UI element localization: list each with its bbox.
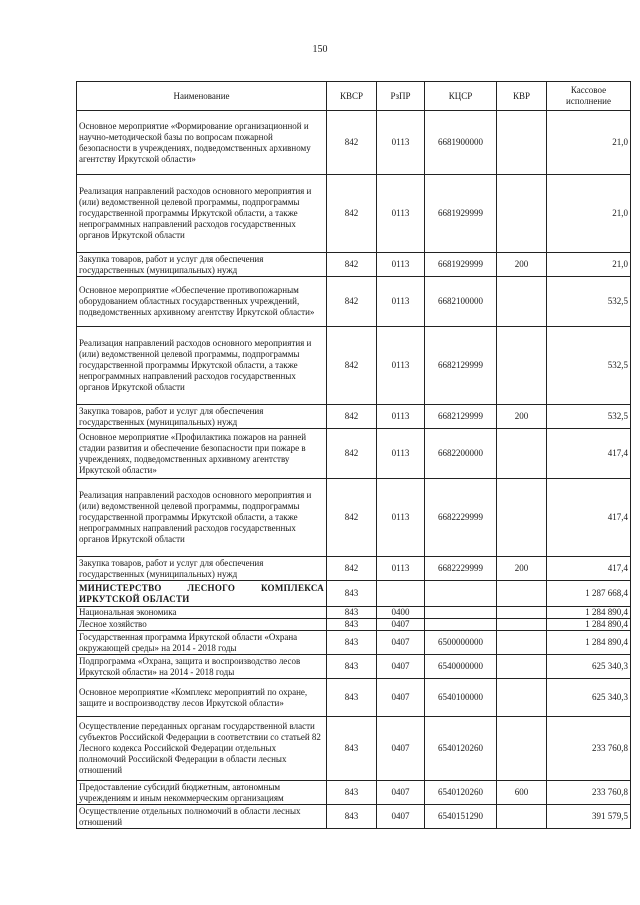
row-rzpr-cell: 0407 — [377, 655, 425, 679]
row-kvr-cell — [497, 717, 547, 781]
row-kcsr-cell: 6540100000 — [425, 679, 497, 717]
row-rzpr-cell: 0113 — [377, 111, 425, 175]
row-rzpr-cell: 0113 — [377, 253, 425, 277]
row-amount-cell: 1 287 668,4 — [547, 581, 631, 607]
row-rzpr-cell: 0400 — [377, 607, 425, 619]
row-amount-cell: 532,5 — [547, 405, 631, 429]
table-row — [77, 631, 631, 655]
row-name-cell: Реализация направлений расходов основного мероприятия и (или) ведомственной целевой программы, подпрограммы государственной программы Иркутской области, а также непрограммных направлений расходов государственных органов Иркутской области — [77, 175, 327, 253]
row-kvsr-cell: 843 — [327, 655, 377, 679]
row-rzpr-cell: 0113 — [377, 479, 425, 557]
row-amount-cell: 1 284 890,4 — [547, 607, 631, 619]
row-kvsr-cell: 843 — [327, 581, 377, 607]
row-kvr-cell — [497, 479, 547, 557]
table-row — [77, 111, 631, 175]
row-rzpr-cell: 0113 — [377, 557, 425, 581]
row-amount-cell: 625 340,3 — [547, 655, 631, 679]
row-name-cell: Подпрограмма «Охрана, защита и воспроизводство лесов Иркутской области» на 2014 - 2018 годы — [77, 655, 327, 679]
table-row — [77, 327, 631, 405]
row-kvr-cell — [497, 679, 547, 717]
row-amount-cell: 21,0 — [547, 175, 631, 253]
row-kvsr-cell: 842 — [327, 557, 377, 581]
table-row — [77, 429, 631, 479]
row-kcsr-cell: 6500000000 — [425, 631, 497, 655]
row-kcsr-cell: 6681900000 — [425, 111, 497, 175]
table-row — [77, 619, 631, 631]
table-row — [77, 557, 631, 581]
row-kvsr-cell: 843 — [327, 781, 377, 805]
table-row — [77, 679, 631, 717]
row-kvsr-cell: 842 — [327, 253, 377, 277]
page-number: 150 — [312, 44, 328, 55]
row-kvsr-cell: 842 — [327, 111, 377, 175]
row-kvsr-cell: 843 — [327, 631, 377, 655]
row-kcsr-cell — [425, 607, 497, 619]
row-amount-cell: 417,4 — [547, 429, 631, 479]
row-name-cell: Национальная экономика — [77, 607, 327, 619]
row-kvsr-cell: 842 — [327, 405, 377, 429]
table-row — [77, 607, 631, 619]
row-amount-cell: 417,4 — [547, 479, 631, 557]
row-kvr-cell: 200 — [497, 557, 547, 581]
table-row — [77, 175, 631, 253]
row-kcsr-cell: 6682129999 — [425, 405, 497, 429]
row-name-cell: Предоставление субсидий бюджетным, автономным учреждениям и иным некоммерческим организациям — [77, 781, 327, 805]
row-kcsr-cell: 6682229999 — [425, 557, 497, 581]
row-rzpr-cell: 0113 — [377, 277, 425, 327]
header-kvsr: КВСР — [327, 82, 377, 111]
header-amount: Кассовое исполнение — [547, 82, 631, 111]
row-amount-cell: 233 760,8 — [547, 717, 631, 781]
row-kvr-cell — [497, 805, 547, 829]
row-kcsr-cell: 6682229999 — [425, 479, 497, 557]
row-rzpr-cell: 0407 — [377, 717, 425, 781]
row-name-cell: Государственная программа Иркутской области «Охрана окружающей среды» на 2014 - 2018 годы — [77, 631, 327, 655]
row-kvr-cell — [497, 327, 547, 405]
row-name-cell: МИНИСТЕРСТВО ЛЕСНОГО КОМПЛЕКСА ИРКУТСКОЙ ОБЛАСТИ — [77, 581, 327, 607]
table-row — [77, 253, 631, 277]
row-kcsr-cell: 6681929999 — [425, 175, 497, 253]
row-amount-cell: 21,0 — [547, 253, 631, 277]
row-kvsr-cell: 842 — [327, 277, 377, 327]
row-name-cell: Закупка товаров, работ и услуг для обеспечения государственных (муниципальных) нужд — [77, 557, 327, 581]
row-kcsr-cell — [425, 581, 497, 607]
row-rzpr-cell: 0113 — [377, 405, 425, 429]
row-amount-cell: 1 284 890,4 — [547, 631, 631, 655]
row-kcsr-cell: 6540000000 — [425, 655, 497, 679]
row-kvr-cell — [497, 607, 547, 619]
row-kvsr-cell: 842 — [327, 479, 377, 557]
row-kcsr-cell: 6540120260 — [425, 781, 497, 805]
header-kvr: КВР — [497, 82, 547, 111]
row-kvr-cell — [497, 631, 547, 655]
row-kvr-cell — [497, 619, 547, 631]
row-kvr-cell — [497, 655, 547, 679]
row-name-cell: Реализация направлений расходов основного мероприятия и (или) ведомственной целевой программы, подпрограммы государственной программы Иркутской области, а также непрограммных направлений расходов государственных органов Иркутской области — [77, 327, 327, 405]
row-amount-cell: 532,5 — [547, 277, 631, 327]
row-name-cell: Осуществление отдельных полномочий в области лесных отношений — [77, 805, 327, 829]
table-row — [77, 479, 631, 557]
row-kcsr-cell — [425, 619, 497, 631]
row-amount-cell: 417,4 — [547, 557, 631, 581]
row-kvsr-cell: 842 — [327, 327, 377, 405]
header-name: Наименование — [77, 82, 327, 111]
table-row — [77, 405, 631, 429]
row-name-cell: Лесное хозяйство — [77, 619, 327, 631]
row-rzpr-cell: 0407 — [377, 781, 425, 805]
row-kvr-cell: 200 — [497, 253, 547, 277]
row-kvr-cell — [497, 429, 547, 479]
table-row — [77, 717, 631, 781]
row-rzpr-cell: 0407 — [377, 679, 425, 717]
row-name-cell: Основное мероприятие «Комплекс мероприятий по охране, защите и воспроизводству лесов Иркутской области» — [77, 679, 327, 717]
row-rzpr-cell: 0407 — [377, 805, 425, 829]
row-kcsr-cell: 6682200000 — [425, 429, 497, 479]
table-row — [77, 655, 631, 679]
row-name-cell: Основное мероприятие «Профилактика пожаров на ранней стадии развития и обеспечение безопасности при пожаре в учреждениях, подведомственных архивному агентству Иркутской области» — [77, 429, 327, 479]
row-name-cell: Осуществление переданных органам государственной власти субъектов Российской Федерации в соответствии со статьей 82 Лесного кодекса Российской Федерации отдельных полномочий Российской Федерации в области лесных отношений — [77, 717, 327, 781]
row-kvr-cell: 200 — [497, 405, 547, 429]
row-kvsr-cell: 843 — [327, 619, 377, 631]
row-kcsr-cell: 6681929999 — [425, 253, 497, 277]
row-kvr-cell — [497, 111, 547, 175]
row-rzpr-cell: 0407 — [377, 619, 425, 631]
row-kvsr-cell: 843 — [327, 679, 377, 717]
row-kvsr-cell: 843 — [327, 717, 377, 781]
row-amount-cell: 625 340,3 — [547, 679, 631, 717]
row-rzpr-cell: 0113 — [377, 429, 425, 479]
row-kcsr-cell: 6540151290 — [425, 805, 497, 829]
table-row — [77, 277, 631, 327]
row-amount-cell: 532,5 — [547, 327, 631, 405]
row-name-cell: Закупка товаров, работ и услуг для обеспечения государственных (муниципальных) нужд — [77, 405, 327, 429]
row-rzpr-cell: 0407 — [377, 631, 425, 655]
header-kcsr: КЦСР — [425, 82, 497, 111]
table-row — [77, 581, 631, 607]
table-row — [77, 805, 631, 829]
row-kvsr-cell: 843 — [327, 805, 377, 829]
row-kvr-cell — [497, 175, 547, 253]
budget-execution-table — [76, 81, 631, 829]
row-kvsr-cell: 842 — [327, 175, 377, 253]
table-row — [77, 781, 631, 805]
row-name-cell: Основное мероприятие «Формирование организационной и научно-методической базы по вопросам пожарной безопасности в учреждениях, подведомственных архивному агентству Иркутской области» — [77, 111, 327, 175]
header-rzpr: РзПР — [377, 82, 425, 111]
row-name-cell: Основное мероприятие «Обеспечение противопожарным оборудованием областных государственных учреждений, подведомственных архивному агентству Иркутской области» — [77, 277, 327, 327]
row-kcsr-cell: 6682129999 — [425, 327, 497, 405]
row-amount-cell: 21,0 — [547, 111, 631, 175]
row-kvsr-cell: 842 — [327, 429, 377, 479]
table-header-row — [77, 82, 631, 111]
row-kcsr-cell: 6682100000 — [425, 277, 497, 327]
row-name-cell: Закупка товаров, работ и услуг для обеспечения государственных (муниципальных) нужд — [77, 253, 327, 277]
row-rzpr-cell: 0113 — [377, 327, 425, 405]
row-name-cell: Реализация направлений расходов основного мероприятия и (или) ведомственной целевой программы, подпрограммы государственной программы Иркутской области, а также непрограммных направлений расходов государственных органов Иркутской области — [77, 479, 327, 557]
row-amount-cell: 1 284 890,4 — [547, 619, 631, 631]
row-kvr-cell — [497, 277, 547, 327]
row-amount-cell: 233 760,8 — [547, 781, 631, 805]
row-kvr-cell — [497, 581, 547, 607]
row-kvr-cell: 600 — [497, 781, 547, 805]
table-body — [77, 111, 631, 829]
row-rzpr-cell: 0113 — [377, 175, 425, 253]
row-kvsr-cell: 843 — [327, 607, 377, 619]
row-amount-cell: 391 579,5 — [547, 805, 631, 829]
row-kcsr-cell: 6540120260 — [425, 717, 497, 781]
row-rzpr-cell — [377, 581, 425, 607]
